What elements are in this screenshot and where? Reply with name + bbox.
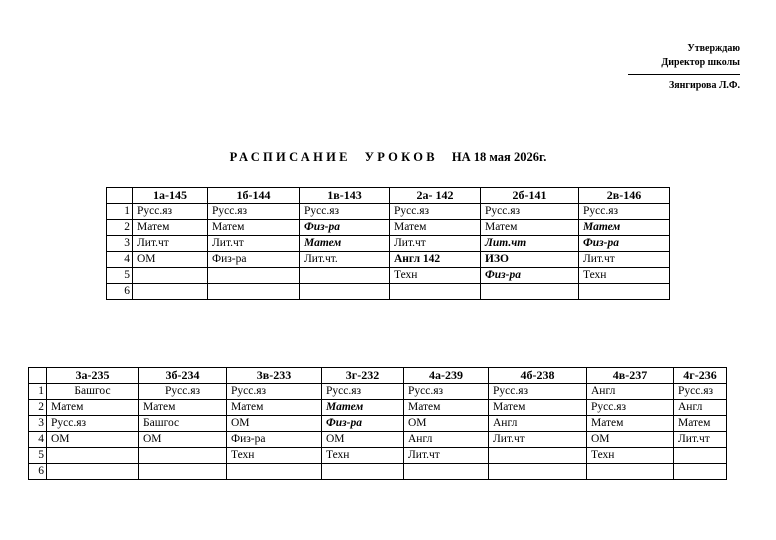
lesson-cell <box>300 268 390 284</box>
lesson-cell: Лит.чт <box>674 432 727 448</box>
lesson-cell <box>208 268 300 284</box>
lesson-number: 2 <box>29 400 47 416</box>
lesson-cell: Матем <box>674 416 727 432</box>
lesson-number: 3 <box>29 416 47 432</box>
lesson-cell: Англ <box>404 432 489 448</box>
lesson-cell <box>322 464 404 480</box>
lesson-cell: Матем <box>489 400 587 416</box>
lesson-cell: Матем <box>47 400 139 416</box>
title-part-date: НА 18 мая 2026г. <box>451 150 547 164</box>
table-row <box>29 464 727 480</box>
lesson-cell: Русс.яз <box>404 384 489 400</box>
signature-line <box>628 74 740 75</box>
lesson-cell: Русс.яз <box>208 204 300 220</box>
approval-block <box>610 42 740 93</box>
lesson-cell: ОМ <box>587 432 674 448</box>
lesson-cell <box>481 284 579 300</box>
lesson-number: 1 <box>29 384 47 400</box>
class-header: 1а-145 <box>133 188 208 204</box>
lesson-cell: Русс.яз <box>579 204 670 220</box>
schedule-table-grades-3-4 <box>28 367 727 480</box>
lesson-cell: Русс.яз <box>587 400 674 416</box>
lesson-cell <box>139 448 227 464</box>
schedule-table-grades-1-2 <box>106 187 670 300</box>
table-row <box>29 416 727 432</box>
lesson-cell <box>674 448 727 464</box>
lesson-cell: Русс.яз <box>674 384 727 400</box>
lesson-cell: Лит.чт <box>489 432 587 448</box>
row-number-header <box>107 188 133 204</box>
lesson-cell: Матем <box>390 220 481 236</box>
lesson-number: 5 <box>29 448 47 464</box>
class-header: 3б-234 <box>139 368 227 384</box>
lesson-number: 2 <box>107 220 133 236</box>
page-title <box>0 150 776 165</box>
table-row <box>107 220 670 236</box>
lesson-number: 4 <box>29 432 47 448</box>
lesson-cell <box>489 448 587 464</box>
lesson-cell: Башгос <box>139 416 227 432</box>
lesson-cell: Русс.яз <box>133 204 208 220</box>
lesson-cell: Англ <box>489 416 587 432</box>
class-header: 3а-235 <box>47 368 139 384</box>
lesson-cell: Русс.яз <box>300 204 390 220</box>
lesson-cell: Русс.яз <box>390 204 481 220</box>
lesson-cell: Лит.чт <box>208 236 300 252</box>
lesson-cell: Лит.чт <box>390 236 481 252</box>
lesson-cell: ОМ <box>139 432 227 448</box>
title-part-schedule: РАСПИСАНИЕ <box>229 150 351 164</box>
lesson-cell: Техн <box>579 268 670 284</box>
lesson-cell <box>300 284 390 300</box>
lesson-cell: Русс.яз <box>139 384 227 400</box>
lesson-cell: Лит.чт <box>133 236 208 252</box>
lesson-cell <box>390 284 481 300</box>
lesson-cell <box>133 268 208 284</box>
lesson-cell: ОМ <box>133 252 208 268</box>
table-row <box>29 432 727 448</box>
lesson-cell: Русс.яз <box>47 416 139 432</box>
class-header: 4в-237 <box>587 368 674 384</box>
lesson-cell <box>208 284 300 300</box>
lesson-cell: Техн <box>587 448 674 464</box>
lesson-cell <box>139 464 227 480</box>
lesson-cell: ОМ <box>47 432 139 448</box>
table-header-row <box>107 188 670 204</box>
lesson-cell <box>133 284 208 300</box>
approval-position: Директор школы <box>661 56 740 68</box>
lesson-cell: Матем <box>227 400 322 416</box>
lesson-cell: Матем <box>300 236 390 252</box>
lesson-cell: Русс.яз <box>227 384 322 400</box>
lesson-cell: Матем <box>133 220 208 236</box>
lesson-cell <box>227 464 322 480</box>
lesson-cell: Физ-ра <box>481 268 579 284</box>
lesson-cell: Англ 142 <box>390 252 481 268</box>
lesson-cell: Техн <box>322 448 404 464</box>
lesson-cell: ИЗО <box>481 252 579 268</box>
class-header: 1в-143 <box>300 188 390 204</box>
lesson-cell: Русс.яз <box>481 204 579 220</box>
lesson-cell: Техн <box>227 448 322 464</box>
lesson-cell: ОМ <box>322 432 404 448</box>
lesson-number: 1 <box>107 204 133 220</box>
table-row <box>29 400 727 416</box>
class-header: 2б-141 <box>481 188 579 204</box>
lesson-cell: Англ <box>674 400 727 416</box>
lesson-cell: Матем <box>322 400 404 416</box>
table-row <box>107 268 670 284</box>
table-row <box>29 384 727 400</box>
lesson-cell: Матем <box>139 400 227 416</box>
class-header: 4а-239 <box>404 368 489 384</box>
lesson-cell: Физ-ра <box>322 416 404 432</box>
table-row <box>107 284 670 300</box>
approval-name: Зянгирова Л.Ф. <box>668 80 740 91</box>
class-header: 2в-146 <box>579 188 670 204</box>
class-header: 3в-233 <box>227 368 322 384</box>
lesson-cell: ОМ <box>227 416 322 432</box>
lesson-number: 6 <box>29 464 47 480</box>
lesson-cell: Техн <box>390 268 481 284</box>
lesson-cell <box>587 464 674 480</box>
lesson-cell: Матем <box>587 416 674 432</box>
lesson-cell: Физ-ра <box>208 252 300 268</box>
lesson-cell <box>47 464 139 480</box>
lesson-cell: Физ-ра <box>227 432 322 448</box>
lesson-cell <box>404 464 489 480</box>
table-row <box>107 252 670 268</box>
lesson-cell: Лит.чт <box>481 236 579 252</box>
class-header: 4г-236 <box>674 368 727 384</box>
lesson-cell <box>674 464 727 480</box>
lesson-cell <box>489 464 587 480</box>
lesson-number: 3 <box>107 236 133 252</box>
table-row <box>107 236 670 252</box>
lesson-cell: Физ-ра <box>300 220 390 236</box>
lesson-cell <box>47 448 139 464</box>
class-header: 4б-238 <box>489 368 587 384</box>
table-header-row <box>29 368 727 384</box>
table-row <box>29 448 727 464</box>
lesson-cell: Физ-ра <box>579 236 670 252</box>
lesson-number: 5 <box>107 268 133 284</box>
lesson-cell: Лит.чт. <box>300 252 390 268</box>
lesson-cell: Русс.яз <box>322 384 404 400</box>
class-header: 2а- 142 <box>390 188 481 204</box>
title-part-lessons: УРОКОВ <box>364 150 438 164</box>
table-row <box>107 204 670 220</box>
lesson-cell: Русс.яз <box>489 384 587 400</box>
lesson-cell: Башгос <box>47 384 139 400</box>
lesson-cell: Лит.чт <box>404 448 489 464</box>
row-number-header <box>29 368 47 384</box>
class-header: 3г-232 <box>322 368 404 384</box>
lesson-cell: Матем <box>579 220 670 236</box>
lesson-cell: ОМ <box>404 416 489 432</box>
lesson-cell: Англ <box>587 384 674 400</box>
lesson-cell: Лит.чт <box>579 252 670 268</box>
approval-title: Утверждаю <box>687 43 740 54</box>
lesson-number: 6 <box>107 284 133 300</box>
lesson-cell: Матем <box>481 220 579 236</box>
lesson-number: 4 <box>107 252 133 268</box>
lesson-cell: Матем <box>404 400 489 416</box>
lesson-cell <box>579 284 670 300</box>
class-header: 1б-144 <box>208 188 300 204</box>
lesson-cell: Матем <box>208 220 300 236</box>
